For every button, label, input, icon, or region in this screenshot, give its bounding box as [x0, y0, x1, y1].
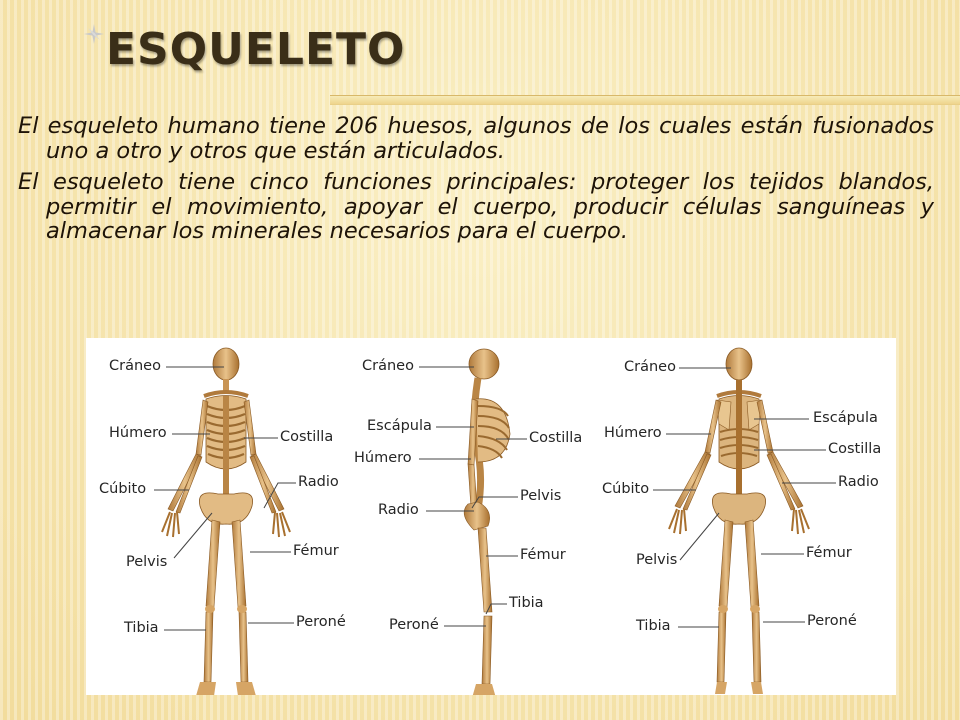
label-back-humero: Húmero [604, 425, 662, 441]
label-back-tibia: Tibia [636, 618, 671, 634]
label-front-humero: Húmero [109, 425, 167, 441]
label-front-craneo: Cráneo [109, 358, 161, 374]
label-side-femur: Fémur [520, 547, 566, 563]
label-side-radio: Radio [378, 502, 419, 518]
label-front-costilla: Costilla [280, 429, 334, 445]
label-front-femur: Fémur [293, 543, 339, 559]
label-front-tibia: Tibia [124, 620, 159, 636]
label-side-perone: Peroné [389, 617, 439, 633]
label-side-escapula: Escápula [367, 418, 432, 434]
label-side-pelvis: Pelvis [520, 488, 562, 504]
label-back-radio: Radio [838, 474, 879, 490]
star-bullet-icon [84, 24, 104, 44]
skeleton-figure [86, 338, 896, 695]
label-back-perone: Peroné [807, 613, 857, 629]
paragraph-2: El esqueleto tiene cinco funciones principales: proteger los tejidos blandos, permitir el movimiento, apoyar el cuerpo, producir células sanguíneas y almacenar los minerales necesarios para el cuerpo. [18, 169, 934, 244]
label-side-craneo: Cráneo [362, 358, 414, 374]
label-front-radio: Radio [298, 474, 339, 490]
skeleton-illustration [86, 338, 896, 695]
label-side-tibia: Tibia [509, 595, 544, 611]
label-back-escapula: Escápula [813, 410, 878, 426]
label-back-cubito: Cúbito [602, 481, 650, 497]
label-front-perone: Peroné [296, 614, 346, 630]
paragraph-1: El esqueleto humano tiene 206 huesos, algunos de los cuales están fusionados uno a otro y otros que están articulados. [18, 113, 934, 164]
label-front-cubito: Cúbito [99, 481, 147, 497]
slide-title: ESQUELETO [106, 24, 406, 75]
label-side-humero: Húmero [354, 450, 412, 466]
label-side-costilla: Costilla [529, 430, 583, 446]
label-back-femur: Fémur [806, 545, 852, 561]
label-back-craneo: Cráneo [624, 359, 676, 375]
label-front-pelvis: Pelvis [126, 554, 168, 570]
body-text [18, 114, 934, 251]
label-back-pelvis: Pelvis [636, 552, 678, 568]
title-divider [330, 95, 960, 105]
label-back-costilla: Costilla [828, 441, 882, 457]
